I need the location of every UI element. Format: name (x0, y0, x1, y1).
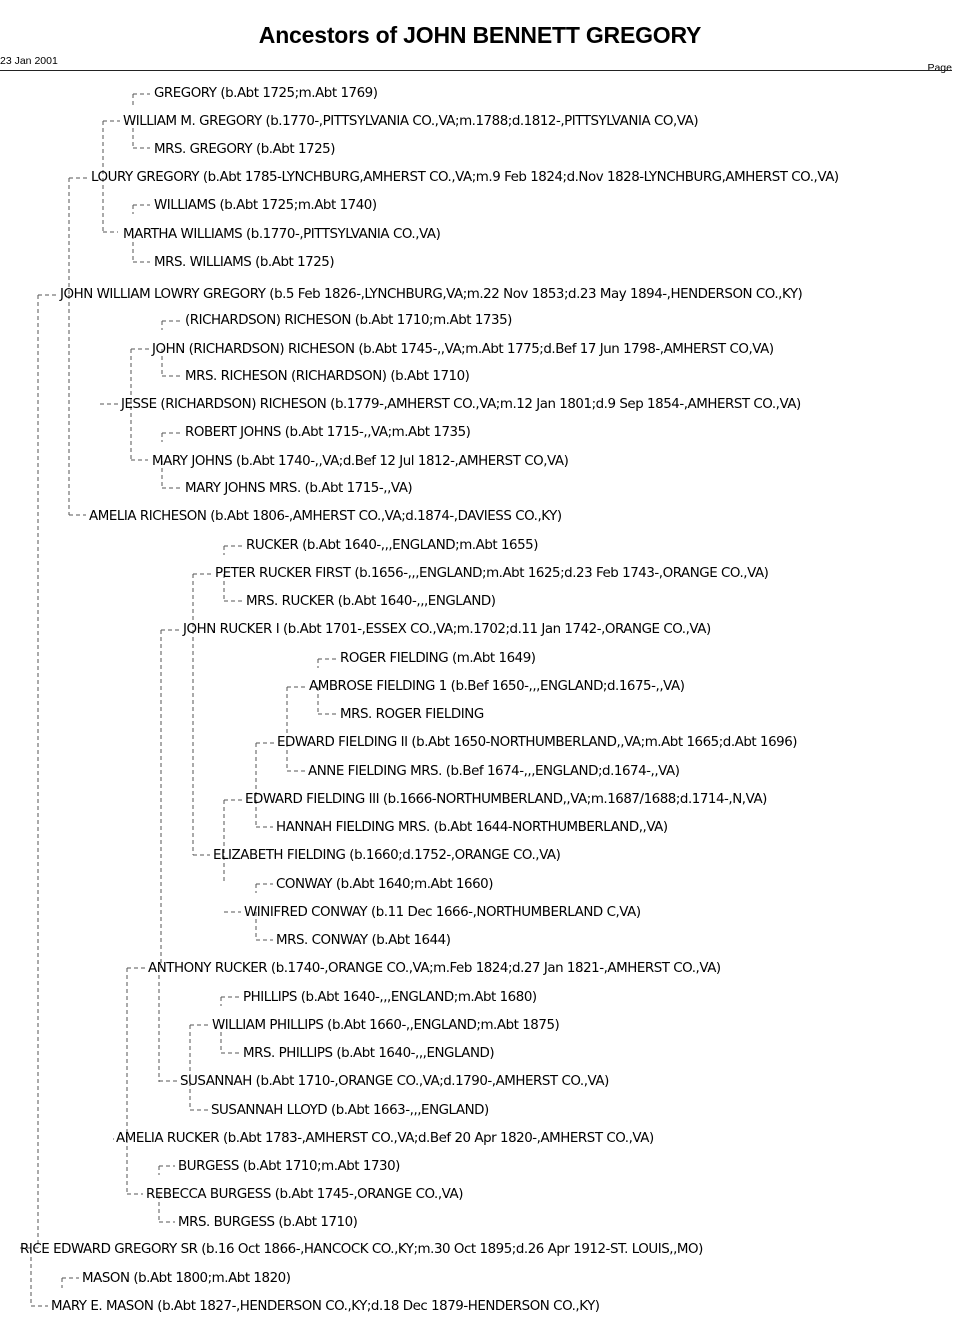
tree-entry: AMBROSE FIELDING 1 (b.Bef 1650-,,,ENGLAND;d.1675-,,VA) (309, 679, 685, 694)
tree-entry: PHILLIPS (b.Abt 1640-,,,ENGLAND;m.Abt 1680) (243, 990, 537, 1005)
tree-entry: MASON (b.Abt 1800;m.Abt 1820) (82, 1271, 291, 1286)
tree-entry: ELIZABETH FIELDING (b.1660;d.1752-,ORANGE CO.,VA) (213, 848, 561, 863)
tree-entry: ANNE FIELDING MRS. (b.Bef 1674-,,,ENGLAND;d.1674-,,VA) (308, 764, 680, 779)
tree-entry: ANTHONY RUCKER (b.1740-,ORANGE CO.,VA;m.Feb 1824;d.27 Jan 1821-,AMHERST CO.,VA) (148, 961, 721, 976)
tree-entry: EDWARD FIELDING III (b.1666-NORTHUMBERLAND,,VA;m.1687/1688;d.1714-,N,VA) (245, 792, 767, 807)
tree-entry: EDWARD FIELDING II (b.Abt 1650-NORTHUMBERLAND,,VA;m.Abt 1665;d.Abt 1696) (277, 735, 798, 750)
tree-entry: SUSANNAH LLOYD (b.Abt 1663-,,,ENGLAND) (211, 1103, 489, 1118)
tree-entry: AMELIA RUCKER (b.Abt 1783-,AMHERST CO.,VA;d.Bef 20 Apr 1820-,AMHERST CO.,VA) (116, 1131, 654, 1146)
tree-entry: MRS. RUCKER (b.Abt 1640-,,,ENGLAND) (246, 594, 496, 609)
tree-entry: MARY JOHNS MRS. (b.Abt 1715-,,VA) (185, 481, 413, 496)
tree-entry: WILLIAM PHILLIPS (b.Abt 1660-,,ENGLAND;m.Abt 1875) (212, 1018, 560, 1033)
tree-entry: WILLIAMS (b.Abt 1725;m.Abt 1740) (154, 198, 377, 213)
tree-entry: CONWAY (b.Abt 1640;m.Abt 1660) (276, 877, 493, 892)
tree-entry: MRS. WILLIAMS (b.Abt 1725) (154, 255, 335, 270)
tree-entry: BURGESS (b.Abt 1710;m.Abt 1730) (178, 1159, 400, 1174)
tree-entry: RICE EDWARD GREGORY SR (b.16 Oct 1866-,HANCOCK CO.,KY;m.30 Oct 1895;d.26 Apr 1912-ST. LOUIS,,MO) (20, 1242, 703, 1257)
page-label: Page (927, 62, 952, 74)
tree-entry: WILLIAM M. GREGORY (b.1770-,PITTSYLVANIA CO.,VA;m.1788;d.1812-,PITTSYLVANIA CO,VA) (123, 114, 699, 129)
tree-entry: JESSE (RICHARDSON) RICHESON (b.1779-,AMHERST CO.,VA;m.12 Jan 1801;d.9 Sep 1854-,AMHERST CO.,VA) (121, 397, 801, 412)
tree-entry: HANNAH FIELDING MRS. (b.Abt 1644-NORTHUMBERLAND,,VA) (276, 820, 668, 835)
tree-entry: MRS. ROGER FIELDING (340, 707, 484, 722)
tree-entry: JOHN (RICHARDSON) RICHESON (b.Abt 1745-,,VA;m.Abt 1775;d.Bef 17 Jun 1798-,AMHERST CO,VA) (152, 342, 774, 357)
tree-entry: GREGORY (b.Abt 1725;m.Abt 1769) (154, 86, 378, 101)
tree-entry: JOHN WILLIAM LOWRY GREGORY (b.5 Feb 1826-,LYNCHBURG,VA;m.22 Nov 1853;d.23 May 1894-,HENDERSON CO.,KY) (60, 287, 803, 302)
tree-entry: PETER RUCKER FIRST (b.1656-,,,ENGLAND;m.Abt 1625;d.23 Feb 1743-,ORANGE CO.,VA) (215, 566, 769, 581)
tree-entry: (RICHARDSON) RICHESON (b.Abt 1710;m.Abt 1735) (185, 313, 512, 328)
tree-entry: MRS. RICHESON (RICHARDSON) (b.Abt 1710) (185, 369, 470, 384)
tree-entry: JOHN RUCKER I (b.Abt 1701-,ESSEX CO.,VA;m.1702;d.11 Jan 1742-,ORANGE CO.,VA) (183, 622, 711, 637)
page-title: Ancestors of JOHN BENNETT GREGORY (258, 22, 702, 48)
tree-entry: ROBERT JOHNS (b.Abt 1715-,,VA;m.Abt 1735) (185, 425, 471, 440)
tree-entry: MRS. PHILLIPS (b.Abt 1640-,,,ENGLAND) (243, 1046, 495, 1061)
report-date: 23 Jan 2001 (0, 55, 58, 67)
tree-entry: REBECCA BURGESS (b.Abt 1745-,ORANGE CO.,VA) (146, 1187, 463, 1202)
tree-entry: LOURY GREGORY (b.Abt 1785-LYNCHBURG,AMHERST CO.,VA;m.9 Feb 1824;d.Nov 1828-LYNCHBURG,AMHERST CO.,VA) (91, 170, 839, 185)
tree-entry: ROGER FIELDING (m.Abt 1649) (340, 651, 536, 666)
tree-entry: MRS. GREGORY (b.Abt 1725) (154, 142, 336, 157)
tree-entry: MARTHA WILLIAMS (b.1770-,PITTSYLVANIA CO.,VA) (123, 227, 441, 242)
tree-entry: MRS. CONWAY (b.Abt 1644) (276, 933, 451, 948)
tree-entry: SUSANNAH (b.Abt 1710-,ORANGE CO.,VA;d.1790-,AMHERST CO.,VA) (180, 1074, 609, 1089)
tree-entry: MARY JOHNS (b.Abt 1740-,,VA;d.Bef 12 Jul 1812-,AMHERST CO,VA) (152, 454, 569, 469)
tree-entry: AMELIA RICHESON (b.Abt 1806-,AMHERST CO.,VA;d.1874-,DAVIESS CO.,KY) (89, 509, 562, 524)
tree-entry: MARY E. MASON (b.Abt 1827-,HENDERSON CO.,KY;d.18 Dec 1879-HENDERSON CO.,KY) (51, 1299, 600, 1314)
tree-entry: WINIFRED CONWAY (b.11 Dec 1666-,NORTHUMBERLAND C,VA) (244, 905, 641, 920)
tree-entry: MRS. BURGESS (b.Abt 1710) (178, 1215, 358, 1230)
tree-entry: RUCKER (b.Abt 1640-,,,ENGLAND;m.Abt 1655) (246, 538, 539, 553)
